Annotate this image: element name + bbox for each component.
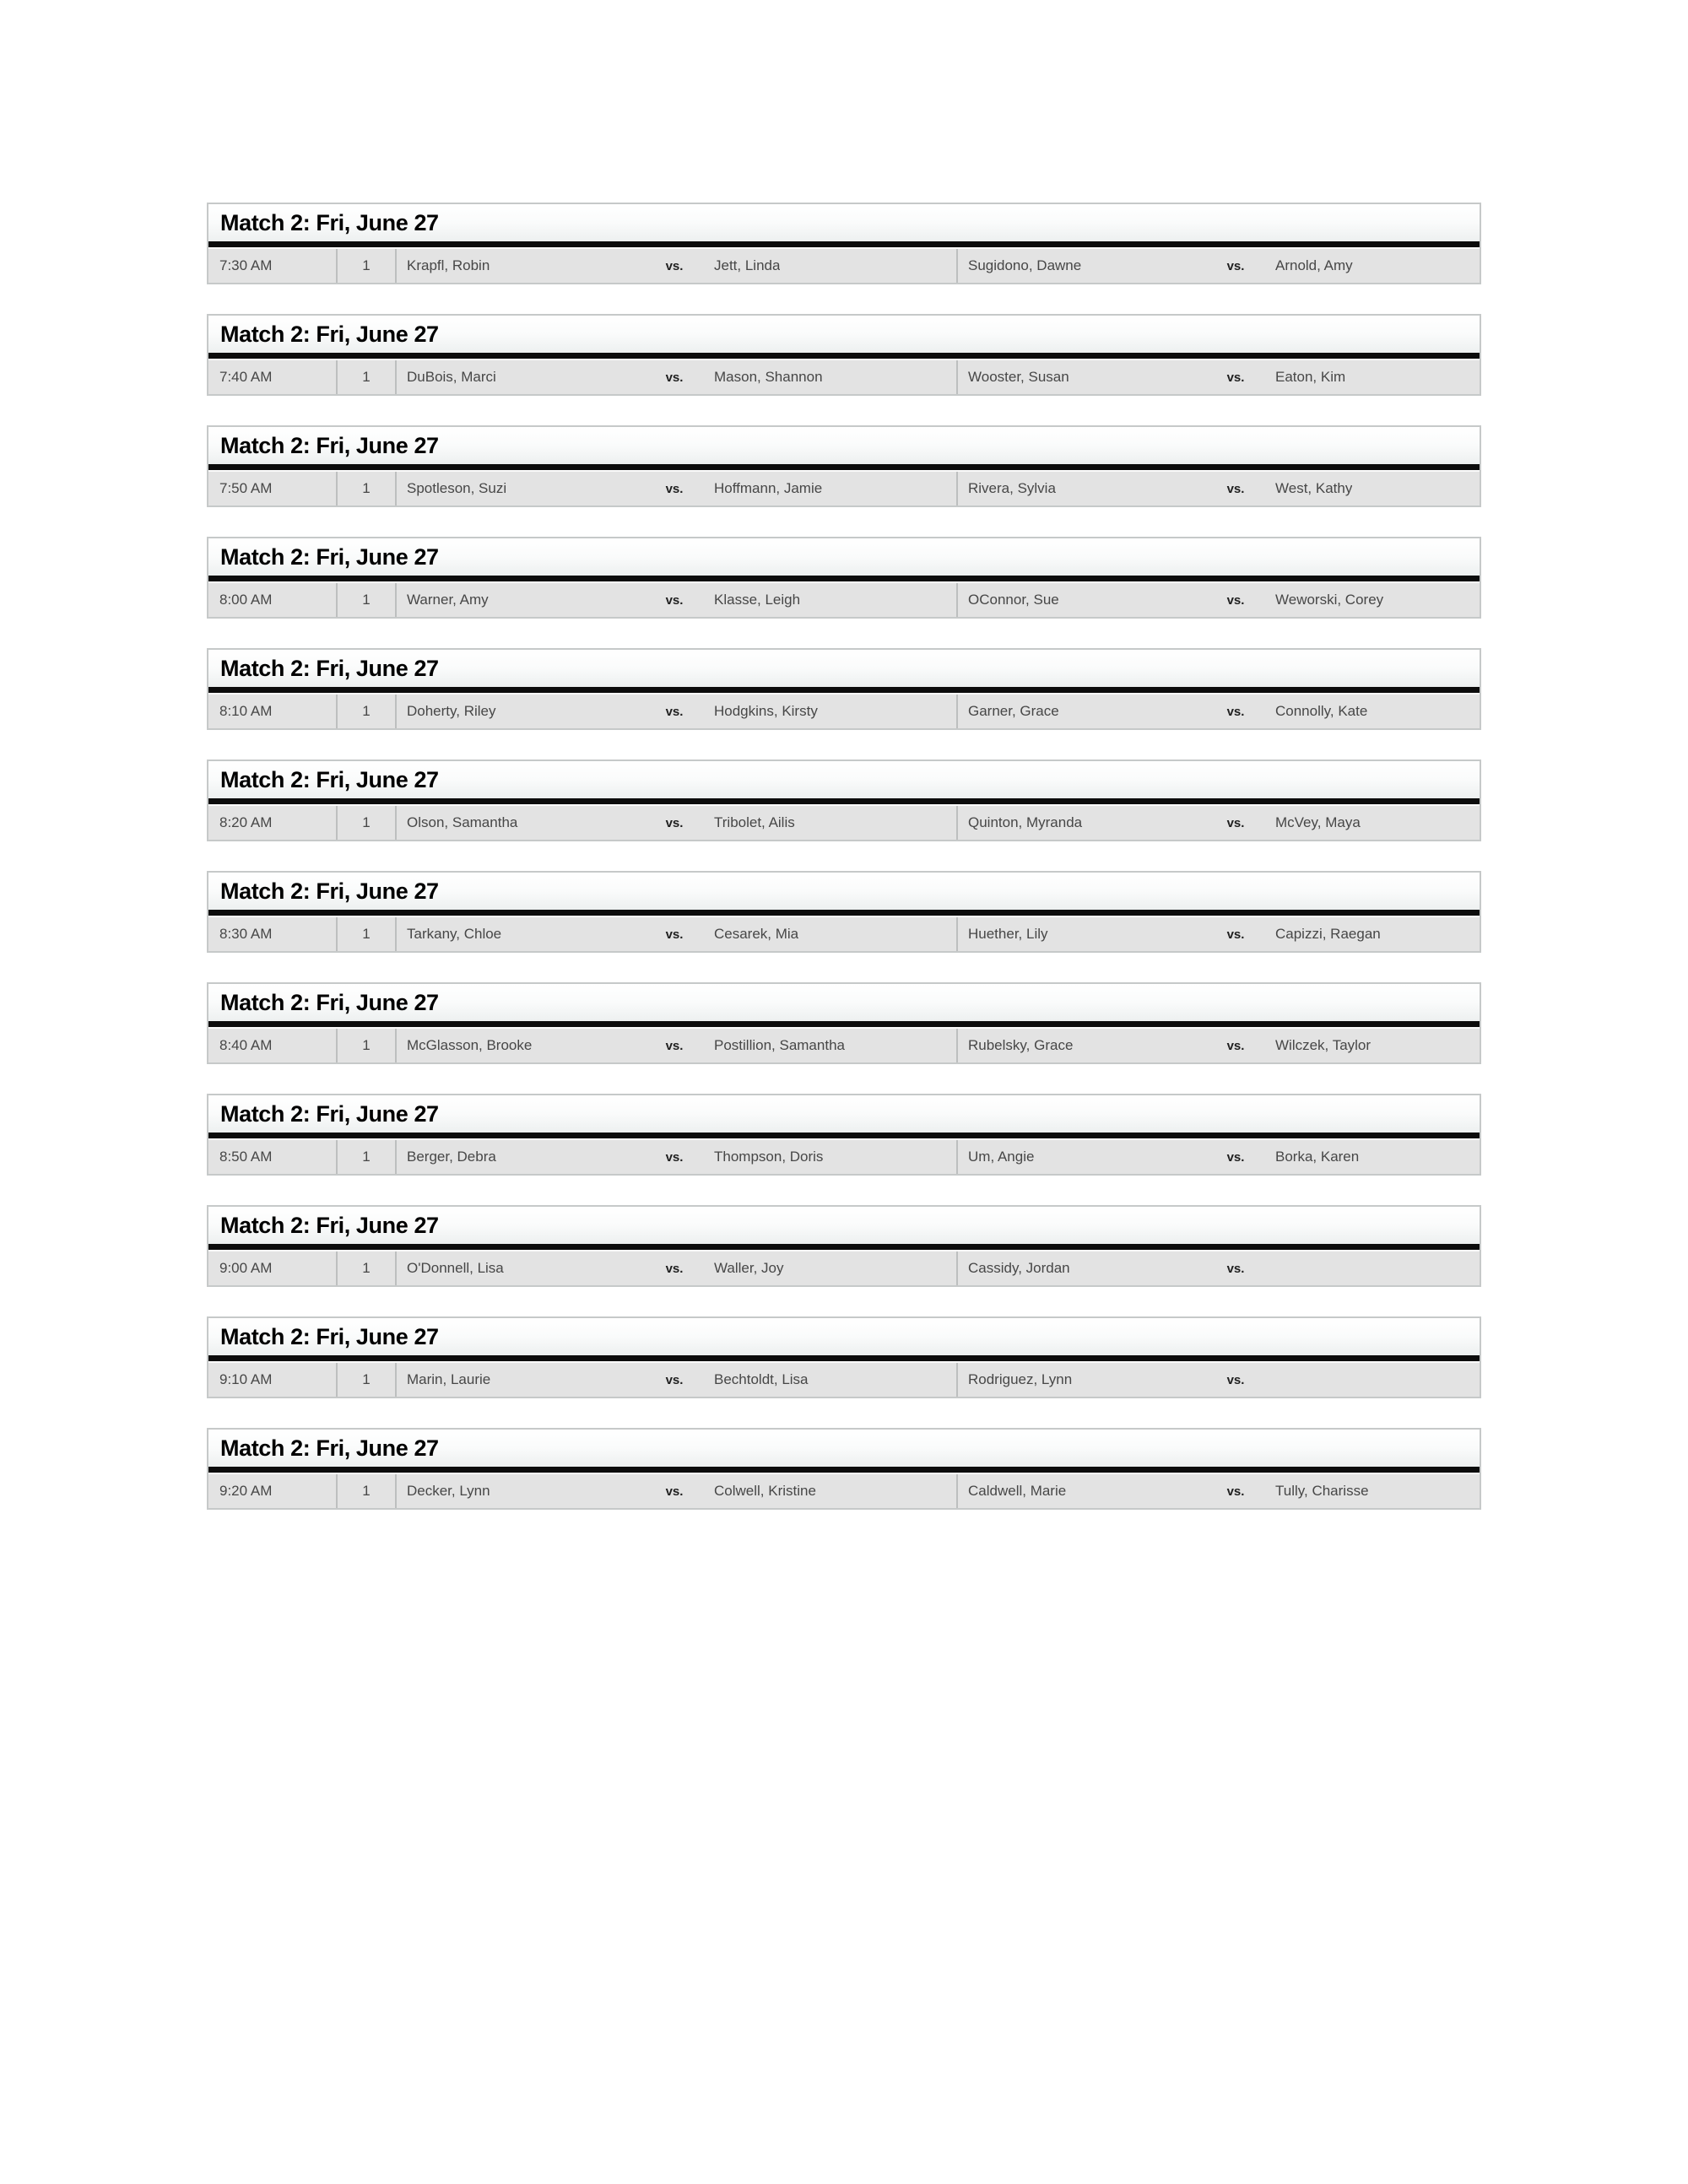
match-block	[207, 982, 1481, 1064]
court-number-cell: 1	[338, 1029, 397, 1062]
court-number-cell: 1	[338, 1251, 397, 1285]
pair2-player1-name: Caldwell, Marie	[968, 1483, 1067, 1499]
pair2-player2-name: Tully, Charisse	[1275, 1483, 1369, 1499]
pairing-1-cell	[397, 1251, 958, 1285]
pair1-player2-name: Klasse, Leigh	[714, 592, 801, 608]
pair1-player1-name: Olson, Samantha	[407, 814, 518, 830]
pair2-player1-name: Quinton, Myranda	[968, 814, 1083, 830]
pair2-player2-name: McVey, Maya	[1275, 814, 1361, 830]
match-header	[208, 1095, 1480, 1138]
pair1-player1-name: DuBois, Marci	[407, 369, 496, 385]
vs-label: vs.	[1226, 815, 1245, 830]
pair2-player1-name: OConnor, Sue	[968, 592, 1059, 608]
pair1-player1-name: Doherty, Riley	[407, 703, 496, 719]
pair1-player1-name: Decker, Lynn	[407, 1483, 490, 1499]
pair1-player2-name: Tribolet, Ailis	[714, 814, 795, 830]
pairing-2-cell	[958, 1363, 1480, 1397]
match-row	[208, 581, 1480, 617]
match-row	[208, 247, 1480, 283]
match-block	[207, 760, 1481, 841]
vs-label: vs.	[665, 704, 684, 719]
match-title: Match 2: Fri, June 27	[220, 209, 439, 235]
time-cell: 9:10 AM	[208, 1363, 338, 1397]
match-header	[208, 316, 1480, 359]
match-header	[208, 1207, 1480, 1250]
match-row	[208, 359, 1480, 394]
vs-label: vs.	[1226, 258, 1245, 273]
court-number-cell: 1	[338, 472, 397, 505]
vs-label: vs.	[1226, 1149, 1245, 1165]
pairing-1-cell	[397, 583, 958, 617]
pairing-2-cell	[958, 917, 1480, 951]
time-cell: 8:30 AM	[208, 917, 338, 951]
pairing-2-cell	[958, 472, 1480, 505]
pair2-player1-name: Sugidono, Dawne	[968, 257, 1082, 273]
match-header	[208, 873, 1480, 916]
vs-label: vs.	[665, 1261, 684, 1276]
court-number-cell: 1	[338, 583, 397, 617]
court-number-cell: 1	[338, 695, 397, 728]
match-schedule	[207, 203, 1481, 1539]
pairing-1-cell	[397, 1363, 958, 1397]
match-block	[207, 1205, 1481, 1287]
pair2-player2-name: Borka, Karen	[1275, 1149, 1360, 1165]
pair1-player1-name: Berger, Debra	[407, 1149, 496, 1165]
pair2-player2-name: West, Kathy	[1275, 480, 1353, 496]
time-cell: 8:20 AM	[208, 806, 338, 840]
pair1-player2-name: Waller, Joy	[714, 1260, 784, 1276]
match-row	[208, 470, 1480, 505]
vs-label: vs.	[665, 815, 684, 830]
pair1-player1-name: Marin, Laurie	[407, 1371, 491, 1387]
pairing-2-cell	[958, 1251, 1480, 1285]
vs-label: vs.	[665, 927, 684, 942]
pair1-player2-name: Postillion, Samantha	[714, 1037, 845, 1053]
pair2-player1-name: Rivera, Sylvia	[968, 480, 1056, 496]
match-row	[208, 1361, 1480, 1397]
pair1-player1-name: Tarkany, Chloe	[407, 926, 502, 942]
vs-label: vs.	[665, 1484, 684, 1499]
pairing-2-cell	[958, 583, 1480, 617]
pair1-player2-name: Thompson, Doris	[714, 1149, 824, 1165]
pair1-player2-name: Cesarek, Mia	[714, 926, 799, 942]
vs-label: vs.	[1226, 370, 1245, 385]
match-block	[207, 425, 1481, 507]
match-header	[208, 1318, 1480, 1361]
match-header	[208, 427, 1480, 470]
match-block	[207, 1094, 1481, 1176]
vs-label: vs.	[665, 1372, 684, 1387]
vs-label: vs.	[1226, 1038, 1245, 1053]
vs-label: vs.	[1226, 704, 1245, 719]
match-block	[207, 537, 1481, 619]
pair2-player1-name: Rubelsky, Grace	[968, 1037, 1074, 1053]
match-block	[207, 648, 1481, 730]
pair2-player1-name: Um, Angie	[968, 1149, 1035, 1165]
pairing-1-cell	[397, 360, 958, 394]
pairing-2-cell	[958, 695, 1480, 728]
court-number-cell: 1	[338, 806, 397, 840]
pair2-player2-name: Arnold, Amy	[1275, 257, 1353, 273]
match-title: Match 2: Fri, June 27	[220, 543, 439, 570]
pairing-1-cell	[397, 1140, 958, 1174]
vs-label: vs.	[665, 370, 684, 385]
pair1-player1-name: Warner, Amy	[407, 592, 489, 608]
pair2-player2-name: Wilczek, Taylor	[1275, 1037, 1372, 1053]
pairing-1-cell	[397, 1474, 958, 1508]
match-title: Match 2: Fri, June 27	[220, 655, 439, 681]
pair1-player1-name: O'Donnell, Lisa	[407, 1260, 504, 1276]
pair1-player1-name: Krapfl, Robin	[407, 257, 490, 273]
pair2-player1-name: Huether, Lily	[968, 926, 1048, 942]
match-row	[208, 1138, 1480, 1174]
pairing-1-cell	[397, 472, 958, 505]
vs-label: vs.	[1226, 1372, 1245, 1387]
pair2-player1-name: Wooster, Susan	[968, 369, 1069, 385]
vs-label: vs.	[665, 258, 684, 273]
vs-label: vs.	[665, 1038, 684, 1053]
court-number-cell: 1	[338, 1363, 397, 1397]
pair1-player1-name: McGlasson, Brooke	[407, 1037, 533, 1053]
vs-label: vs.	[665, 592, 684, 608]
pair1-player2-name: Colwell, Kristine	[714, 1483, 816, 1499]
pair2-player2-name: Connolly, Kate	[1275, 703, 1368, 719]
match-title: Match 2: Fri, June 27	[220, 1435, 439, 1461]
pair1-player2-name: Bechtoldt, Lisa	[714, 1371, 809, 1387]
match-block	[207, 1428, 1481, 1510]
time-cell: 7:30 AM	[208, 249, 338, 283]
pairing-2-cell	[958, 1029, 1480, 1062]
time-cell: 9:20 AM	[208, 1474, 338, 1508]
time-cell: 7:40 AM	[208, 360, 338, 394]
match-row	[208, 1473, 1480, 1508]
match-header	[208, 1430, 1480, 1473]
vs-label: vs.	[1226, 1261, 1245, 1276]
vs-label: vs.	[665, 481, 684, 496]
match-title: Match 2: Fri, June 27	[220, 1100, 439, 1127]
match-block	[207, 314, 1481, 396]
match-title: Match 2: Fri, June 27	[220, 1212, 439, 1238]
court-number-cell: 1	[338, 1474, 397, 1508]
time-cell: 7:50 AM	[208, 472, 338, 505]
match-header	[208, 984, 1480, 1027]
match-block	[207, 871, 1481, 953]
match-row	[208, 804, 1480, 840]
match-header	[208, 650, 1480, 693]
pair2-player2-name: Eaton, Kim	[1275, 369, 1346, 385]
match-header	[208, 538, 1480, 581]
match-title: Match 2: Fri, June 27	[220, 432, 439, 458]
court-number-cell: 1	[338, 249, 397, 283]
match-header	[208, 204, 1480, 247]
vs-label: vs.	[1226, 927, 1245, 942]
pair1-player2-name: Jett, Linda	[714, 257, 781, 273]
match-row	[208, 693, 1480, 728]
vs-label: vs.	[1226, 1484, 1245, 1499]
pairing-2-cell	[958, 806, 1480, 840]
pair2-player1-name: Cassidy, Jordan	[968, 1260, 1070, 1276]
pair2-player1-name: Garner, Grace	[968, 703, 1059, 719]
vs-label: vs.	[1226, 592, 1245, 608]
match-block	[207, 1316, 1481, 1398]
pairing-2-cell	[958, 1474, 1480, 1508]
pairing-1-cell	[397, 695, 958, 728]
time-cell: 8:00 AM	[208, 583, 338, 617]
pairing-2-cell	[958, 360, 1480, 394]
vs-label: vs.	[665, 1149, 684, 1165]
match-row	[208, 1250, 1480, 1285]
court-number-cell: 1	[338, 360, 397, 394]
time-cell: 8:10 AM	[208, 695, 338, 728]
match-row	[208, 916, 1480, 951]
vs-label: vs.	[1226, 481, 1245, 496]
match-title: Match 2: Fri, June 27	[220, 989, 439, 1015]
pairing-1-cell	[397, 249, 958, 283]
time-cell: 8:40 AM	[208, 1029, 338, 1062]
match-title: Match 2: Fri, June 27	[220, 321, 439, 347]
pair1-player2-name: Hoffmann, Jamie	[714, 480, 823, 496]
pairing-1-cell	[397, 917, 958, 951]
match-header	[208, 761, 1480, 804]
pairing-2-cell	[958, 249, 1480, 283]
pair1-player2-name: Hodgkins, Kirsty	[714, 703, 818, 719]
court-number-cell: 1	[338, 1140, 397, 1174]
pairing-2-cell	[958, 1140, 1480, 1174]
pairing-1-cell	[397, 806, 958, 840]
match-title: Match 2: Fri, June 27	[220, 766, 439, 792]
court-number-cell: 1	[338, 917, 397, 951]
pair1-player2-name: Mason, Shannon	[714, 369, 823, 385]
pairing-1-cell	[397, 1029, 958, 1062]
pair1-player1-name: Spotleson, Suzi	[407, 480, 507, 496]
time-cell: 9:00 AM	[208, 1251, 338, 1285]
pair2-player1-name: Rodriguez, Lynn	[968, 1371, 1073, 1387]
match-title: Match 2: Fri, June 27	[220, 1323, 439, 1349]
match-title: Match 2: Fri, June 27	[220, 878, 439, 904]
match-row	[208, 1027, 1480, 1062]
pair2-player2-name: Weworski, Corey	[1275, 592, 1384, 608]
pair2-player2-name: Capizzi, Raegan	[1275, 926, 1381, 942]
match-block	[207, 203, 1481, 284]
time-cell: 8:50 AM	[208, 1140, 338, 1174]
